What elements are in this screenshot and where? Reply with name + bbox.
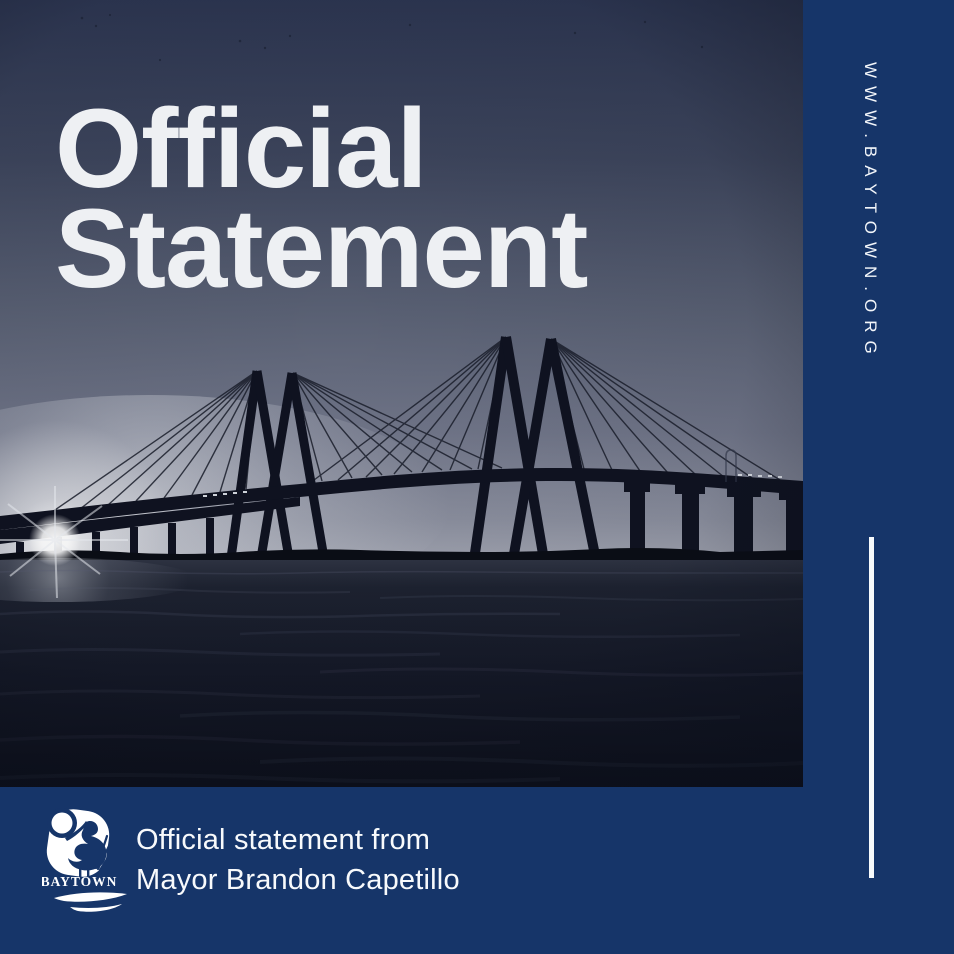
page-title xyxy=(55,86,588,311)
title-line-1: Official xyxy=(55,86,427,211)
logo-wordmark: BAYTOWN xyxy=(42,874,118,889)
logo-sun-icon xyxy=(52,813,73,834)
water-swoosh-icon xyxy=(54,892,127,911)
baytown-logo-graphic xyxy=(42,806,134,918)
vertical-divider xyxy=(869,537,874,878)
baytown-logo xyxy=(42,806,134,918)
caption-line-1: Official statement from xyxy=(136,824,431,856)
caption-line-2: Mayor Brandon Capetillo xyxy=(136,864,460,896)
statement-caption xyxy=(136,820,460,900)
title-line-2: Statement xyxy=(55,186,588,311)
website-url: WWW.BAYTOWN.ORG xyxy=(861,62,880,362)
